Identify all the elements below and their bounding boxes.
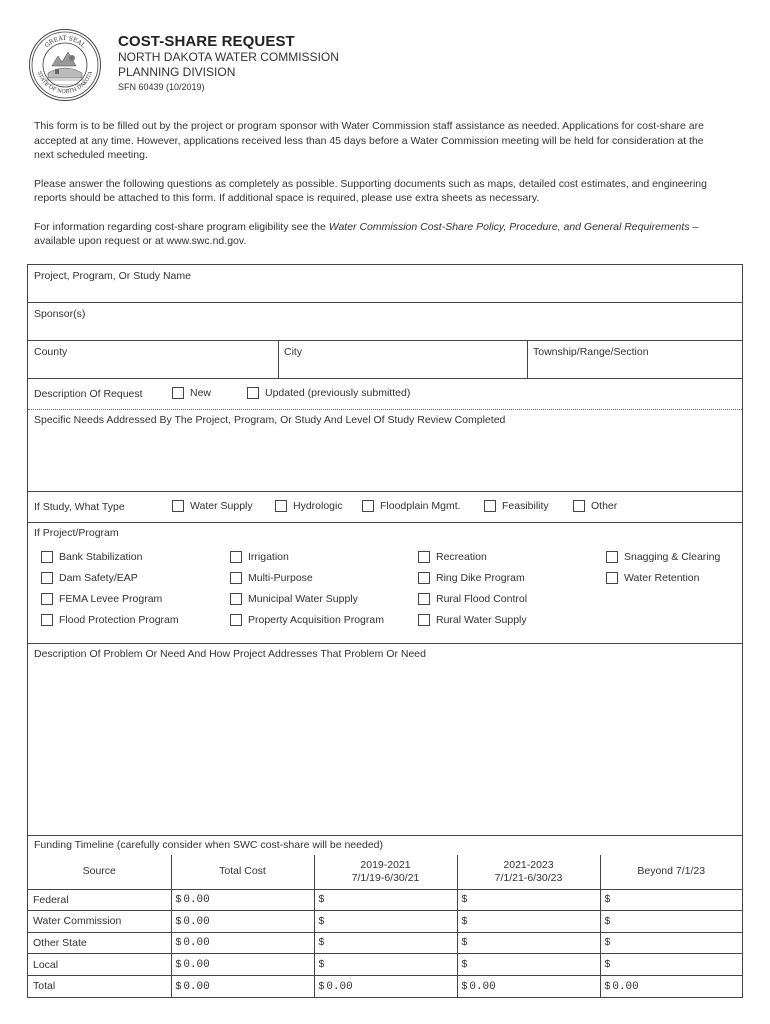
source-cell: Total: [28, 975, 171, 997]
checkbox-label: Irrigation: [248, 551, 289, 563]
currency-symbol: $: [604, 893, 611, 906]
instructions: [34, 119, 724, 263]
amount-value: 0.00: [183, 915, 210, 928]
checkbox-box[interactable]: [172, 387, 184, 399]
seal-text-bottom: STATE OF NORTH DAKOTA: [35, 70, 95, 96]
checkbox-label: Feasibility: [502, 500, 549, 512]
water-retention-checkbox[interactable]: [606, 572, 699, 584]
recreation-checkbox[interactable]: [418, 551, 487, 563]
amount-value: 0.00: [612, 980, 639, 993]
project-name-field[interactable]: [28, 265, 742, 303]
agency-name: NORTH DAKOTA WATER COMMISSION: [118, 50, 339, 64]
currency-symbol: $: [461, 893, 468, 906]
currency-symbol: $: [318, 914, 325, 927]
hydrologic-checkbox[interactable]: [275, 500, 343, 512]
checkbox-label: Property Acquisition Program: [248, 614, 384, 626]
checkbox-box[interactable]: [41, 614, 53, 626]
checkbox-label: Flood Protection Program: [59, 614, 179, 626]
currency-symbol: $: [461, 914, 468, 927]
amount-input[interactable]: [600, 954, 742, 976]
source-cell: Other State: [28, 932, 171, 954]
source-cell: Water Commission: [28, 911, 171, 933]
funding-timeline-row: [28, 836, 742, 855]
checkbox-box[interactable]: [247, 387, 259, 399]
updated-label: Updated (previously submitted): [265, 387, 411, 399]
source-header: Source: [28, 855, 171, 889]
funding-table-header: [28, 855, 742, 889]
division-name: PLANNING DIVISION: [118, 65, 236, 79]
checkbox-box[interactable]: [418, 572, 430, 584]
table-row: [28, 889, 742, 911]
table-row: [28, 954, 742, 976]
township-label: Township/Range/Section: [533, 346, 649, 358]
amount-value: 0.00: [326, 980, 353, 993]
funding-table: [28, 855, 742, 997]
water-supply-checkbox[interactable]: [172, 500, 253, 512]
checkbox-box[interactable]: [362, 500, 374, 512]
ring-dike-checkbox[interactable]: [418, 572, 525, 584]
instructions-lead: For information regarding cost-share program eligibility see the: [34, 220, 329, 233]
currency-symbol: $: [604, 936, 611, 949]
checkbox-label: Bank Stabilization: [59, 551, 143, 563]
snagging-clearing-checkbox[interactable]: [606, 551, 720, 563]
county-label: County: [34, 346, 68, 358]
period-2021-2023-header: [457, 855, 600, 889]
problem-description-label: Description Of Problem Or Need And How Project Addresses That Problem Or Need: [34, 648, 426, 660]
checkbox-box[interactable]: [606, 551, 618, 563]
total-cost-header: Total Cost: [171, 855, 314, 889]
checkbox-box[interactable]: [230, 572, 242, 584]
period-dates: 7/1/19-6/30/21: [351, 871, 420, 884]
dam-safety-checkbox[interactable]: [41, 572, 138, 584]
checkbox-label: Ring Dike Program: [436, 572, 525, 584]
beyond-header: Beyond 7/1/23: [600, 855, 742, 889]
currency-symbol: $: [461, 979, 468, 992]
source-cell: Federal: [28, 889, 171, 911]
amount-input[interactable]: [171, 911, 314, 933]
currency-symbol: $: [604, 914, 611, 927]
checkbox-box[interactable]: [275, 500, 287, 512]
checkbox-label: Multi-Purpose: [248, 572, 313, 584]
amount-input[interactable]: [314, 975, 457, 997]
currency-symbol: $: [175, 893, 182, 906]
rural-water-supply-checkbox[interactable]: [418, 614, 527, 626]
multi-purpose-checkbox[interactable]: [230, 572, 313, 584]
amount-value: 0.00: [183, 937, 210, 950]
checkbox-box[interactable]: [418, 614, 430, 626]
sponsors-field[interactable]: [28, 303, 742, 341]
checkbox-label: Other: [591, 500, 618, 512]
amount-input[interactable]: [457, 975, 600, 997]
updated-checkbox[interactable]: [247, 387, 410, 399]
description-of-request-label: Description Of Request: [34, 388, 143, 400]
checkbox-box[interactable]: [573, 500, 585, 512]
table-row: [28, 911, 742, 933]
amount-input[interactable]: [457, 954, 600, 976]
city-label: City: [284, 346, 303, 358]
form-header: [28, 28, 748, 104]
form-title: COST-SHARE REQUEST: [118, 33, 295, 50]
flood-protection-checkbox[interactable]: [41, 614, 179, 626]
new-label: New: [190, 387, 212, 399]
checkbox-label: Floodplain Mgmt.: [380, 500, 461, 512]
checkbox-label: Hydrologic: [293, 500, 343, 512]
amount-input[interactable]: [600, 911, 742, 933]
currency-symbol: $: [318, 893, 325, 906]
project-type-label: If Project/Program: [34, 527, 119, 539]
amount-input[interactable]: [314, 954, 457, 976]
great-seal-logo: [28, 28, 102, 102]
amount-input[interactable]: [457, 911, 600, 933]
location-row: [28, 341, 742, 379]
municipal-water-checkbox[interactable]: [230, 593, 358, 605]
currency-symbol: $: [175, 979, 182, 992]
currency-symbol: $: [318, 979, 325, 992]
checkbox-label: Water Supply: [190, 500, 253, 512]
period-dates: 7/1/21-6/30/23: [494, 871, 563, 884]
checkbox-box[interactable]: [418, 551, 430, 563]
amount-input[interactable]: [600, 975, 742, 997]
checkbox-box[interactable]: [230, 614, 242, 626]
description-of-request-row: [28, 379, 742, 410]
irrigation-checkbox[interactable]: [230, 551, 289, 563]
amount-input[interactable]: [600, 932, 742, 954]
currency-symbol: $: [318, 958, 325, 971]
amount-input[interactable]: [314, 932, 457, 954]
amount-input[interactable]: [314, 889, 457, 911]
amount-value: 0.00: [183, 980, 210, 993]
source-cell: Local: [28, 954, 171, 976]
checkbox-box[interactable]: [418, 593, 430, 605]
funding-timeline-label: Funding Timeline (carefully consider when SWC cost-share will be needed): [34, 839, 383, 851]
currency-symbol: $: [604, 979, 611, 992]
problem-description-field[interactable]: [28, 644, 742, 836]
checkbox-label: Recreation: [436, 551, 487, 563]
period-years: 2021-2023: [503, 858, 554, 871]
bank-stabilization-checkbox[interactable]: [41, 551, 142, 563]
amount-input[interactable]: [171, 889, 314, 911]
form-number: SFN 60439 (10/2019): [118, 82, 205, 92]
instructions-paragraph-3: [34, 220, 724, 249]
seal-text-top: GREAT SEAL: [43, 34, 87, 50]
checkbox-label: FEMA Levee Program: [59, 593, 163, 605]
table-row: [28, 975, 742, 997]
feasibility-checkbox[interactable]: [484, 500, 549, 512]
amount-value: 0.00: [469, 980, 496, 993]
project-name-label: Project, Program, Or Study Name: [34, 270, 191, 282]
checkbox-box[interactable]: [41, 572, 53, 584]
checkbox-box[interactable]: [606, 572, 618, 584]
checkbox-box[interactable]: [41, 593, 53, 605]
township-field[interactable]: [528, 341, 742, 378]
checkbox-label: Rural Water Supply: [436, 614, 527, 626]
specific-needs-label: Specific Needs Addressed By The Project, Program, Or Study And Level Of Study Review Completed: [34, 414, 506, 426]
checkbox-label: Dam Safety/EAP: [59, 572, 138, 584]
property-acquisition-checkbox[interactable]: [230, 614, 384, 626]
currency-symbol: $: [461, 936, 468, 949]
checkbox-label: Rural Flood Control: [436, 593, 528, 605]
amount-value: 0.00: [183, 959, 210, 972]
checkbox-box[interactable]: [172, 500, 184, 512]
floodplain-mgmt-checkbox[interactable]: [362, 500, 461, 512]
specific-needs-field[interactable]: [28, 410, 742, 492]
currency-symbol: $: [175, 914, 182, 927]
instructions-tail: – available upon request or at www.swc.nd.gov.: [34, 220, 699, 247]
amount-value: 0.00: [183, 894, 210, 907]
checkbox-label: Water Retention: [624, 572, 700, 584]
instructions-paragraph-1: This form is to be filled out by the project or program sponsor with Water Commission staff assistance as needed. Applications for cost-share are accepted at any time. However, applications received less than 45 days before a Water Commission meeting will be held for consideration at the next scheduled meeting.: [34, 120, 704, 161]
city-field[interactable]: [279, 341, 527, 378]
amount-input[interactable]: [600, 889, 742, 911]
checkbox-box[interactable]: [484, 500, 496, 512]
amount-input[interactable]: [457, 932, 600, 954]
period-2019-2021-header: [314, 855, 457, 889]
county-field[interactable]: [28, 341, 278, 378]
period-years: 2019-2021: [360, 858, 411, 871]
checkbox-label: Municipal Water Supply: [248, 593, 358, 605]
amount-input[interactable]: [171, 954, 314, 976]
currency-symbol: $: [604, 958, 611, 971]
rural-flood-control-checkbox[interactable]: [418, 593, 527, 605]
amount-input[interactable]: [457, 889, 600, 911]
checkbox-label: Snagging & Clearing: [624, 551, 721, 563]
project-type-section: [28, 523, 742, 644]
study-type-row: [28, 492, 742, 523]
currency-symbol: $: [175, 936, 182, 949]
currency-symbol: $: [175, 958, 182, 971]
checkbox-box[interactable]: [41, 551, 53, 563]
policy-reference: Water Commission Cost-Share Policy, Procedure, and General Requirements: [328, 220, 690, 233]
checkbox-box[interactable]: [230, 593, 242, 605]
currency-symbol: $: [461, 958, 468, 971]
new-checkbox[interactable]: [172, 387, 211, 399]
other-checkbox[interactable]: [573, 500, 617, 512]
cost-share-form: [27, 264, 743, 998]
fema-levee-checkbox[interactable]: [41, 593, 162, 605]
table-row: [28, 932, 742, 954]
svg-text:GREAT SEAL: [43, 35, 86, 49]
amount-input[interactable]: [171, 932, 314, 954]
amount-input[interactable]: [314, 911, 457, 933]
amount-input[interactable]: [171, 975, 314, 997]
currency-symbol: $: [318, 936, 325, 949]
checkbox-box[interactable]: [230, 551, 242, 563]
sponsors-label: Sponsor(s): [34, 308, 86, 320]
instructions-paragraph-2: Please answer the following questions as completely as possible. Supporting documents such as maps, detailed cost estimates, and engineering reports should be attached to this form. If additional space is required, please use extra sheets as necessary.: [34, 177, 707, 204]
study-type-label: If Study, What Type: [34, 501, 125, 513]
